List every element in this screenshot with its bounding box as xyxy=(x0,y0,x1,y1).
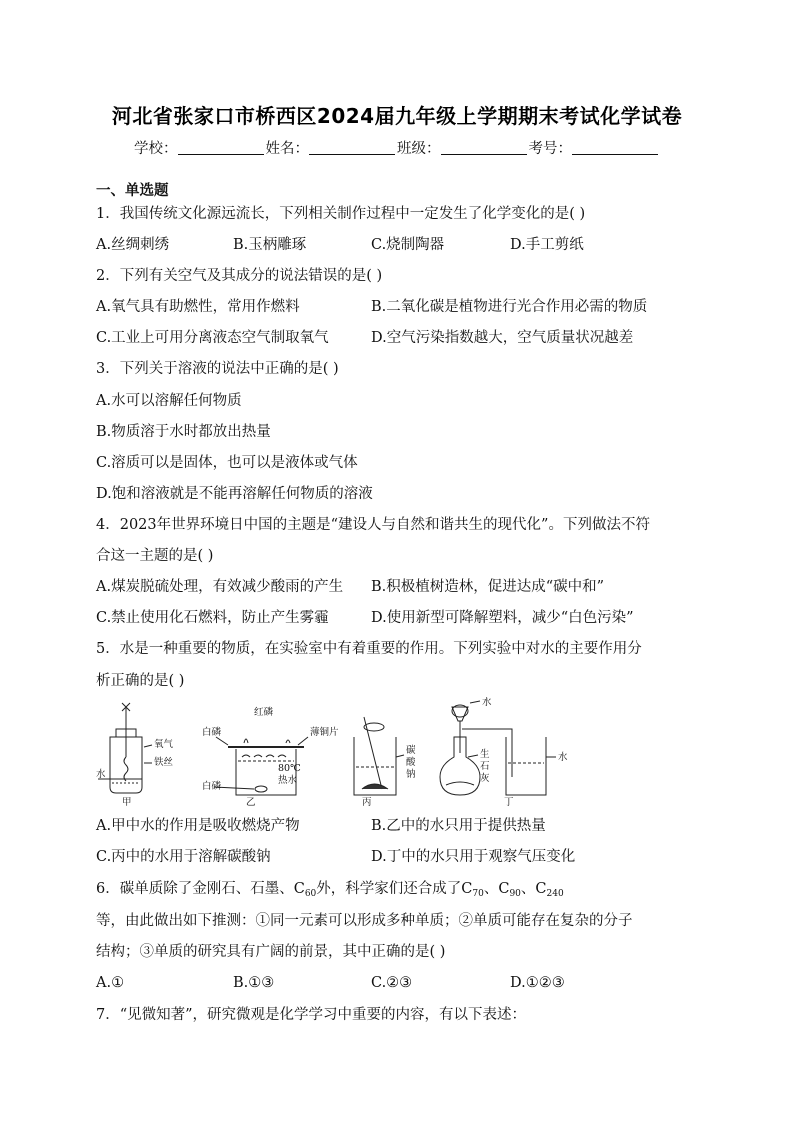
label-ding: 丁 xyxy=(504,797,514,807)
exam-title: 河北省张家口市桥西区2024届九年级上学期期末考试化学试卷 xyxy=(111,104,683,128)
q1-option-c: C.烧制陶器 xyxy=(371,237,445,253)
label-temperature: 80℃ xyxy=(278,763,301,774)
q2-option-d: D.空气污染指数越大，空气质量状况越差 xyxy=(371,330,634,346)
label-quicklime-1: 生 xyxy=(480,749,490,760)
q6-option-a: A.① xyxy=(96,975,125,991)
name-field[interactable] xyxy=(309,140,395,155)
q6-sub-240: 240 xyxy=(546,889,564,899)
apparatus-bing xyxy=(354,717,404,795)
q5-option-c: C.丙中的水用于溶解碳酸钠 xyxy=(96,849,271,865)
label-bing: 丙 xyxy=(362,797,372,807)
label-water-beaker: 水 xyxy=(558,752,568,763)
q4-stem-line1: 4．2023年世界环境日中国的主题是“建设人与自然和谐共生的现代化”。下列做法不符 xyxy=(96,517,650,533)
q1-stem: 1．我国传统文化源远流长，下列相关制作过程中一定发生了化学变化的是( ) xyxy=(96,206,586,222)
q6-stem-b: 外，科学家们还合成了C xyxy=(316,881,473,897)
q4-option-b: B.积极植树造林，促进达成“碳中和” xyxy=(371,579,605,595)
label-red-phosphorus: 红磷 xyxy=(254,707,274,718)
name-label: 姓名： xyxy=(265,141,309,157)
school-field[interactable] xyxy=(178,140,264,155)
section-title: 一、单选题 xyxy=(96,183,169,199)
label-hot-water: 热水 xyxy=(278,775,298,786)
q5-stem-line2: 析正确的是( ) xyxy=(96,673,185,689)
exam-number-field[interactable] xyxy=(572,140,658,155)
q5-figure-svg xyxy=(96,697,576,807)
label-oxygen: 氧气 xyxy=(154,739,174,750)
q6-stem-line2: 等，由此做出如下推测：①同一元素可以形成多种单质；②单质可能存在复杂的分子 xyxy=(96,913,633,929)
q4-stem-line2: 合这一主题的是( ) xyxy=(96,548,214,564)
apparatus-ding xyxy=(440,701,556,795)
q6-stem-a: 6．碳单质除了金刚石、石墨、C xyxy=(96,881,305,897)
label-yi: 乙 xyxy=(246,797,256,807)
label-white-phosphorus-top: 白磷 xyxy=(202,727,222,738)
label-copper-sheet: 薄铜片 xyxy=(310,727,339,738)
exam-number-label: 考号： xyxy=(528,141,572,157)
label-sodium-carbonate-2: 酸 xyxy=(406,757,416,768)
q5-option-a: A.甲中水的作用是吸收燃烧产物 xyxy=(96,818,300,834)
q6-stem-d: 、C xyxy=(520,881,547,897)
q1-option-d: D.手工剪纸 xyxy=(510,237,584,253)
q6-sub-70: 70 xyxy=(472,889,484,899)
q4-option-d: D.使用新型可降解塑料，减少“白色污染” xyxy=(371,610,634,626)
q6-option-d: D.①②③ xyxy=(510,975,565,991)
q5-option-d: D.丁中的水只用于观察气压变化 xyxy=(371,849,576,865)
label-water-jia: 水 xyxy=(96,769,106,780)
school-label: 学校： xyxy=(134,141,178,157)
q6-stem-c: 、C xyxy=(483,881,510,897)
q3-stem: 3．下列关于溶液的说法中正确的是( ) xyxy=(96,361,339,377)
q2-option-b: B.二氧化碳是植物进行光合作用必需的物质 xyxy=(371,299,648,315)
q6-option-c: C.②③ xyxy=(371,975,413,991)
class-field[interactable] xyxy=(441,140,527,155)
apparatus-jia xyxy=(98,703,152,793)
label-quicklime-2: 石 xyxy=(480,761,490,772)
class-label: 班级： xyxy=(397,141,441,157)
q4-option-c: C.禁止使用化石燃料，防止产生雾霾 xyxy=(96,610,329,626)
label-sodium-carbonate-1: 碳 xyxy=(406,745,416,756)
q2-option-a: A.氧气具有助燃性，常用作燃料 xyxy=(96,299,300,315)
q3-option-c: C.溶质可以是固体，也可以是液体或气体 xyxy=(96,455,358,471)
q4-option-a: A.煤炭脱硫处理，有效减少酸雨的产生 xyxy=(96,579,344,595)
q1-option-b: B.玉柄雕琢 xyxy=(233,237,307,253)
q7-stem: 7．“见微知著”，研究微观是化学学习中重要的内容，有以下表述： xyxy=(96,1007,527,1023)
q2-stem: 2．下列有关空气及其成分的说法错误的是( ) xyxy=(96,268,383,284)
q6-stem-line1 xyxy=(96,880,564,898)
q3-option-d: D.饱和溶液就是不能再溶解任何物质的溶液 xyxy=(96,486,373,502)
q5-experiment-figure xyxy=(96,697,576,807)
q2-option-c: C.工业上可用分离液态空气制取氧气 xyxy=(96,330,329,346)
label-water-funnel: 水 xyxy=(482,697,492,708)
label-sodium-carbonate-3: 钠 xyxy=(406,769,416,780)
label-white-phosphorus-bottom: 白磷 xyxy=(202,781,222,792)
q5-option-b: B.乙中的水只用于提供热量 xyxy=(371,818,546,834)
label-quicklime-3: 灰 xyxy=(480,773,490,784)
q1-option-a: A.丝绸刺绣 xyxy=(96,237,170,253)
q6-sub-60: 60 xyxy=(304,889,317,899)
q3-option-b: B.物质溶于水时都放出热量 xyxy=(96,424,271,440)
label-iron-wire: 铁丝 xyxy=(154,757,174,768)
label-jia: 甲 xyxy=(122,797,132,807)
q5-stem-line1: 5．水是一种重要的物质，在实验室中有着重要的作用。下列实验中对水的主要作用分 xyxy=(96,641,642,657)
q6-sub-90: 90 xyxy=(509,889,521,899)
q6-option-b: B.①③ xyxy=(233,975,275,991)
q6-stem-line3: 结构；③单质的研究具有广阔的前景，其中正确的是( ) xyxy=(96,944,446,960)
student-info-line xyxy=(0,137,794,158)
q3-option-a: A.水可以溶解任何物质 xyxy=(96,393,242,409)
